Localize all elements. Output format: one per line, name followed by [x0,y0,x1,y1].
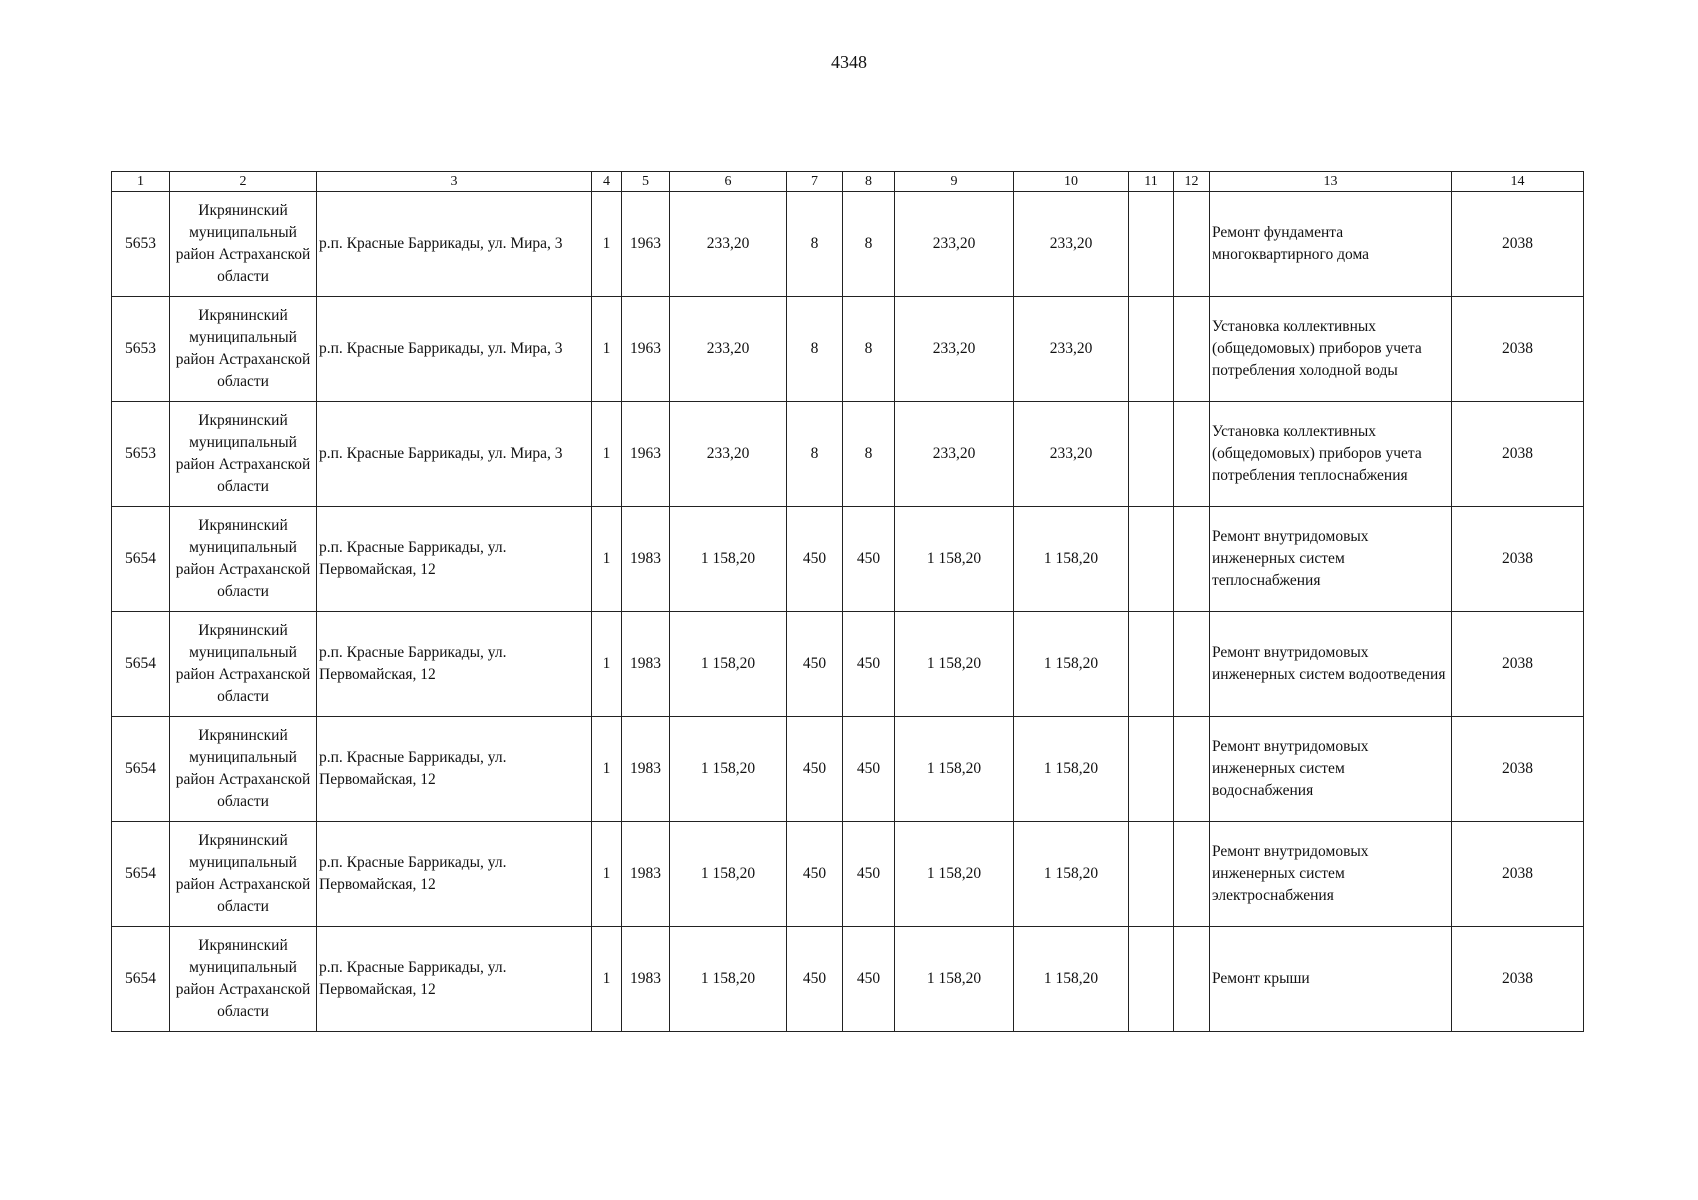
cell-record-number: 5653 [112,192,170,297]
cell-area: 233,20 [670,402,787,507]
cell-year: 1983 [622,927,670,1032]
cell-year: 1963 [622,192,670,297]
cell-col-4: 1 [592,612,622,717]
cell-col-7: 450 [787,822,843,927]
cell-work-type: Ремонт крыши [1210,927,1452,1032]
cell-col-12 [1174,612,1210,717]
column-header: 14 [1452,172,1584,192]
cell-address: р.п. Красные Баррикады, ул. Мира, 3 [317,402,592,507]
cell-col-8: 450 [843,612,895,717]
cell-col-8: 8 [843,402,895,507]
cell-address: р.п. Красные Баррикады, ул. Первомайская, 12 [317,717,592,822]
table-body [112,192,1584,1032]
cell-col-11 [1129,612,1174,717]
cell-col-9: 1 158,20 [895,612,1014,717]
cell-work-type: Установка коллективных (общедомовых) приборов учета потребления теплоснабжения [1210,402,1452,507]
cell-record-number: 5654 [112,507,170,612]
cell-col-11 [1129,402,1174,507]
cell-col-7: 450 [787,717,843,822]
column-header: 12 [1174,172,1210,192]
cell-col-4: 1 [592,192,622,297]
cell-col-10: 233,20 [1014,297,1129,402]
cell-planned-year: 2038 [1452,612,1584,717]
cell-year: 1983 [622,612,670,717]
page-number: 4348 [831,52,867,72]
cell-col-12 [1174,402,1210,507]
column-header: 1 [112,172,170,192]
cell-col-12 [1174,717,1210,822]
cell-planned-year: 2038 [1452,507,1584,612]
cell-col-7: 8 [787,297,843,402]
cell-col-9: 233,20 [895,192,1014,297]
cell-col-8: 450 [843,927,895,1032]
capital-repair-table [111,171,1584,1032]
cell-col-8: 450 [843,822,895,927]
column-header: 4 [592,172,622,192]
table-row [112,297,1584,402]
cell-address: р.п. Красные Баррикады, ул. Мира, 3 [317,297,592,402]
cell-col-11 [1129,297,1174,402]
cell-area: 1 158,20 [670,822,787,927]
table-row [112,192,1584,297]
cell-record-number: 5653 [112,402,170,507]
cell-col-7: 8 [787,402,843,507]
cell-area: 1 158,20 [670,507,787,612]
column-header: 3 [317,172,592,192]
cell-planned-year: 2038 [1452,927,1584,1032]
cell-record-number: 5654 [112,717,170,822]
cell-col-11 [1129,927,1174,1032]
cell-area: 1 158,20 [670,612,787,717]
cell-municipality: Икрянинский муниципальный район Астраханской области [170,717,317,822]
table-row [112,927,1584,1032]
column-header: 9 [895,172,1014,192]
cell-record-number: 5654 [112,927,170,1032]
cell-col-7: 450 [787,612,843,717]
cell-col-7: 450 [787,927,843,1032]
cell-municipality: Икрянинский муниципальный район Астраханской области [170,402,317,507]
cell-record-number: 5654 [112,822,170,927]
table-header [112,172,1584,192]
cell-col-9: 1 158,20 [895,822,1014,927]
cell-col-10: 1 158,20 [1014,507,1129,612]
cell-planned-year: 2038 [1452,822,1584,927]
cell-municipality: Икрянинский муниципальный район Астраханской области [170,507,317,612]
table-row [112,507,1584,612]
cell-col-8: 8 [843,192,895,297]
cell-work-type: Установка коллективных (общедомовых) приборов учета потребления холодной воды [1210,297,1452,402]
cell-col-11 [1129,507,1174,612]
cell-col-4: 1 [592,402,622,507]
cell-col-12 [1174,927,1210,1032]
cell-col-4: 1 [592,927,622,1032]
table-row [112,402,1584,507]
cell-record-number: 5654 [112,612,170,717]
cell-year: 1983 [622,507,670,612]
cell-col-8: 450 [843,507,895,612]
column-header: 8 [843,172,895,192]
column-header: 5 [622,172,670,192]
cell-work-type: Ремонт внутридомовых инженерных систем водоснабжения [1210,717,1452,822]
cell-col-8: 8 [843,297,895,402]
cell-municipality: Икрянинский муниципальный район Астраханской области [170,192,317,297]
cell-planned-year: 2038 [1452,192,1584,297]
cell-col-4: 1 [592,507,622,612]
column-header: 11 [1129,172,1174,192]
cell-col-4: 1 [592,822,622,927]
table-row [112,612,1584,717]
cell-planned-year: 2038 [1452,402,1584,507]
cell-col-10: 1 158,20 [1014,927,1129,1032]
column-header: 10 [1014,172,1129,192]
cell-area: 1 158,20 [670,927,787,1032]
cell-address: р.п. Красные Баррикады, ул. Первомайская, 12 [317,507,592,612]
cell-municipality: Икрянинский муниципальный район Астраханской области [170,612,317,717]
cell-col-7: 8 [787,192,843,297]
cell-year: 1963 [622,402,670,507]
cell-work-type: Ремонт внутридомовых инженерных систем электроснабжения [1210,822,1452,927]
cell-address: р.п. Красные Баррикады, ул. Первомайская, 12 [317,927,592,1032]
cell-col-9: 1 158,20 [895,507,1014,612]
cell-address: р.п. Красные Баррикады, ул. Первомайская, 12 [317,822,592,927]
cell-municipality: Икрянинский муниципальный район Астраханской области [170,927,317,1032]
cell-col-12 [1174,297,1210,402]
cell-address: р.п. Красные Баррикады, ул. Мира, 3 [317,192,592,297]
cell-col-10: 1 158,20 [1014,717,1129,822]
cell-col-10: 233,20 [1014,192,1129,297]
cell-col-8: 450 [843,717,895,822]
cell-address: р.п. Красные Баррикады, ул. Первомайская, 12 [317,612,592,717]
column-header: 7 [787,172,843,192]
column-header: 2 [170,172,317,192]
cell-col-4: 1 [592,297,622,402]
cell-col-7: 450 [787,507,843,612]
cell-col-9: 1 158,20 [895,717,1014,822]
cell-col-10: 1 158,20 [1014,822,1129,927]
cell-col-12 [1174,822,1210,927]
cell-col-12 [1174,192,1210,297]
cell-planned-year: 2038 [1452,297,1584,402]
cell-col-9: 233,20 [895,297,1014,402]
cell-col-12 [1174,507,1210,612]
cell-year: 1983 [622,822,670,927]
cell-col-11 [1129,192,1174,297]
cell-col-11 [1129,822,1174,927]
column-header: 13 [1210,172,1452,192]
cell-col-10: 233,20 [1014,402,1129,507]
cell-municipality: Икрянинский муниципальный район Астраханской области [170,822,317,927]
table-row [112,822,1584,927]
column-number-row [112,172,1584,192]
cell-area: 233,20 [670,192,787,297]
cell-year: 1983 [622,717,670,822]
cell-area: 233,20 [670,297,787,402]
cell-col-10: 1 158,20 [1014,612,1129,717]
table-row [112,717,1584,822]
cell-year: 1963 [622,297,670,402]
cell-col-9: 1 158,20 [895,927,1014,1032]
cell-col-9: 233,20 [895,402,1014,507]
cell-work-type: Ремонт внутридомовых инженерных систем теплоснабжения [1210,507,1452,612]
cell-area: 1 158,20 [670,717,787,822]
cell-municipality: Икрянинский муниципальный район Астраханской области [170,297,317,402]
cell-record-number: 5653 [112,297,170,402]
cell-work-type: Ремонт фундамента многоквартирного дома [1210,192,1452,297]
column-header: 6 [670,172,787,192]
cell-work-type: Ремонт внутридомовых инженерных систем водоотведения [1210,612,1452,717]
cell-planned-year: 2038 [1452,717,1584,822]
cell-col-4: 1 [592,717,622,822]
cell-col-11 [1129,717,1174,822]
